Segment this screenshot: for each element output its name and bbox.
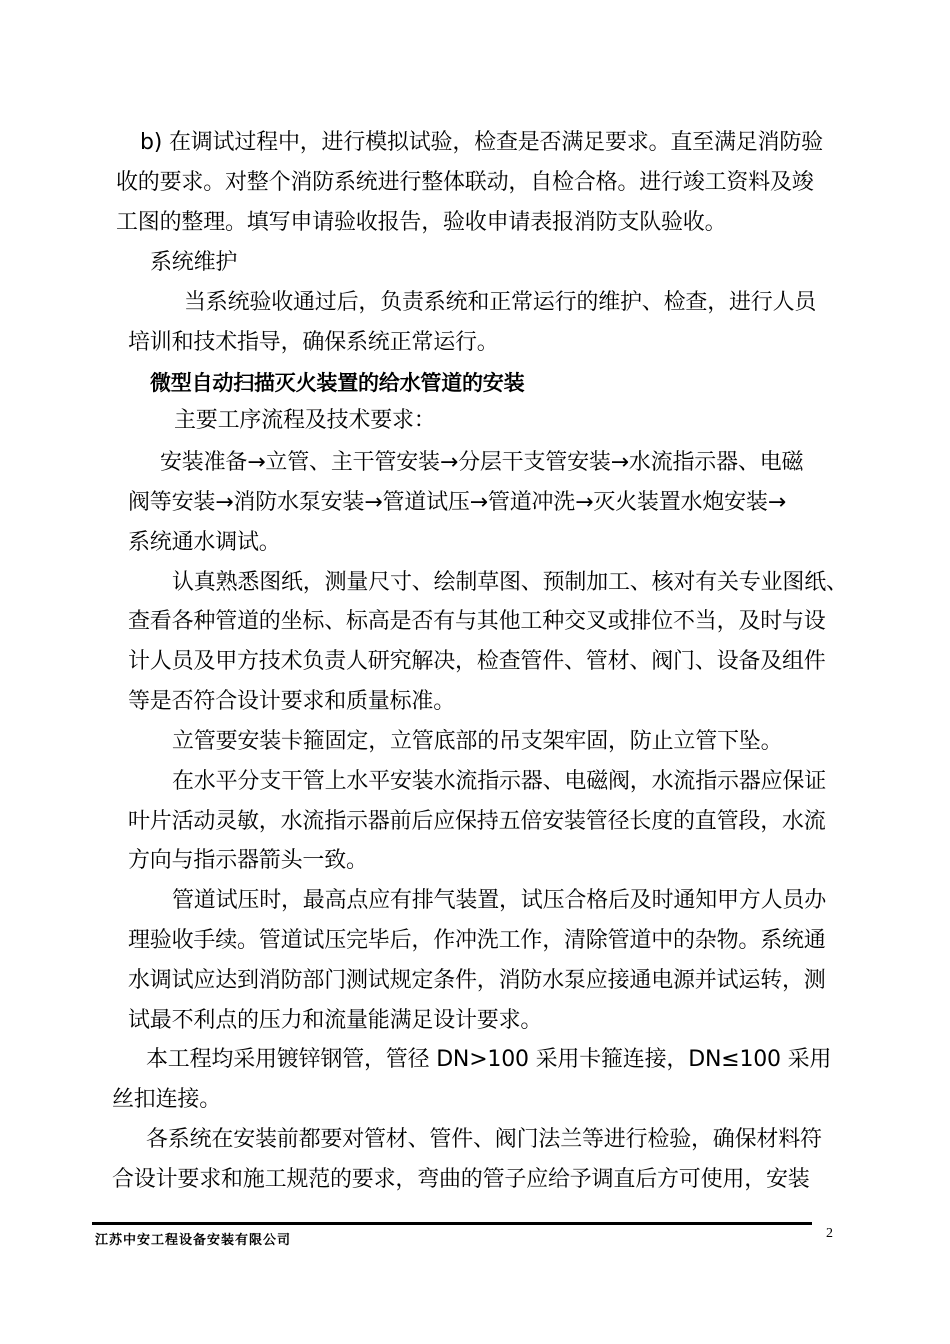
- text-line: 本工程均采用镀锌钢管，管径 DN>100 采用卡箍连接，DN≤100 采用: [146, 1047, 832, 1072]
- section-heading: 系统维护: [150, 250, 238, 275]
- text-line: 计人员及甲方技术负责人研究解决，检查管件、管材、阀门、设备及组件: [128, 649, 826, 674]
- footer-divider: [92, 1222, 812, 1225]
- text-line: 阀等安装→消防水泵安装→管道试压→管道冲洗→灭火装置水炮安装→: [128, 490, 786, 515]
- text-line: 培训和技术指导，确保系统正常运行。: [128, 330, 499, 355]
- text-line: 立管要安装卡箍固定，立管底部的吊支架牢固，防止立管下坠。: [172, 729, 783, 754]
- text-line: 理验收手续。管道试压完毕后，作冲洗工作，清除管道中的杂物。系统通: [128, 928, 826, 953]
- text-line: 认真熟悉图纸，测量尺寸、绘制草图、预制加工、核对有关专业图纸、: [172, 570, 848, 595]
- text-line: 各系统在安装前都要对管材、管件、阀门法兰等进行检验，确保材料符: [146, 1127, 822, 1152]
- text-line: 试最不利点的压力和流量能满足设计要求。: [128, 1008, 543, 1033]
- text-line: 方向与指示器箭头一致。: [128, 848, 368, 873]
- footer-company-name: 江苏中安工程设备安装有限公司: [95, 1233, 292, 1248]
- text-line: b) 在调试过程中，进行模拟试验，检查是否满足要求。直至满足消防验: [140, 130, 823, 155]
- text-line: 管道试压时，最高点应有排气装置，试压合格后及时通知甲方人员办: [172, 888, 827, 913]
- text-line: 收的要求。对整个消防系统进行整体联动，自检合格。进行竣工资料及竣: [116, 170, 814, 195]
- page-number: 2: [826, 1226, 833, 1241]
- text-line: 工图的整理。填写申请验收报告，验收申请表报消防支队验收。: [116, 210, 727, 235]
- text-line: 等是否符合设计要求和质量标准。: [128, 689, 456, 714]
- text-line: 系统通水调试。: [128, 530, 281, 555]
- text-line: 水调试应达到消防部门测试规定条件，消防水泵应接通电源并试运转，测: [128, 968, 826, 993]
- text-line: 在水平分支干管上水平安装水流指示器、电磁阀，水流指示器应保证: [172, 769, 827, 794]
- text-line: 安装准备→立管、主干管安装→分层干支管安装→水流指示器、电磁: [160, 450, 804, 475]
- text-line: 丝扣连接。: [112, 1087, 222, 1112]
- subheading: 主要工序流程及技术要求：: [174, 408, 436, 433]
- text-line: 当系统验收通过后，负责系统和正常运行的维护、检查，进行人员: [184, 290, 817, 315]
- text-line: 叶片活动灵敏，水流指示器前后应保持五倍安装管径长度的直管段，水流: [128, 809, 826, 834]
- text-line: 合设计要求和施工规范的要求，弯曲的管子应给予调直后方可使用，安装: [112, 1167, 810, 1192]
- section-title: 微型自动扫描灭火装置的给水管道的安装: [150, 371, 525, 395]
- text-line: 查看各种管道的坐标、标高是否有与其他工种交叉或排位不当，及时与设: [128, 609, 826, 634]
